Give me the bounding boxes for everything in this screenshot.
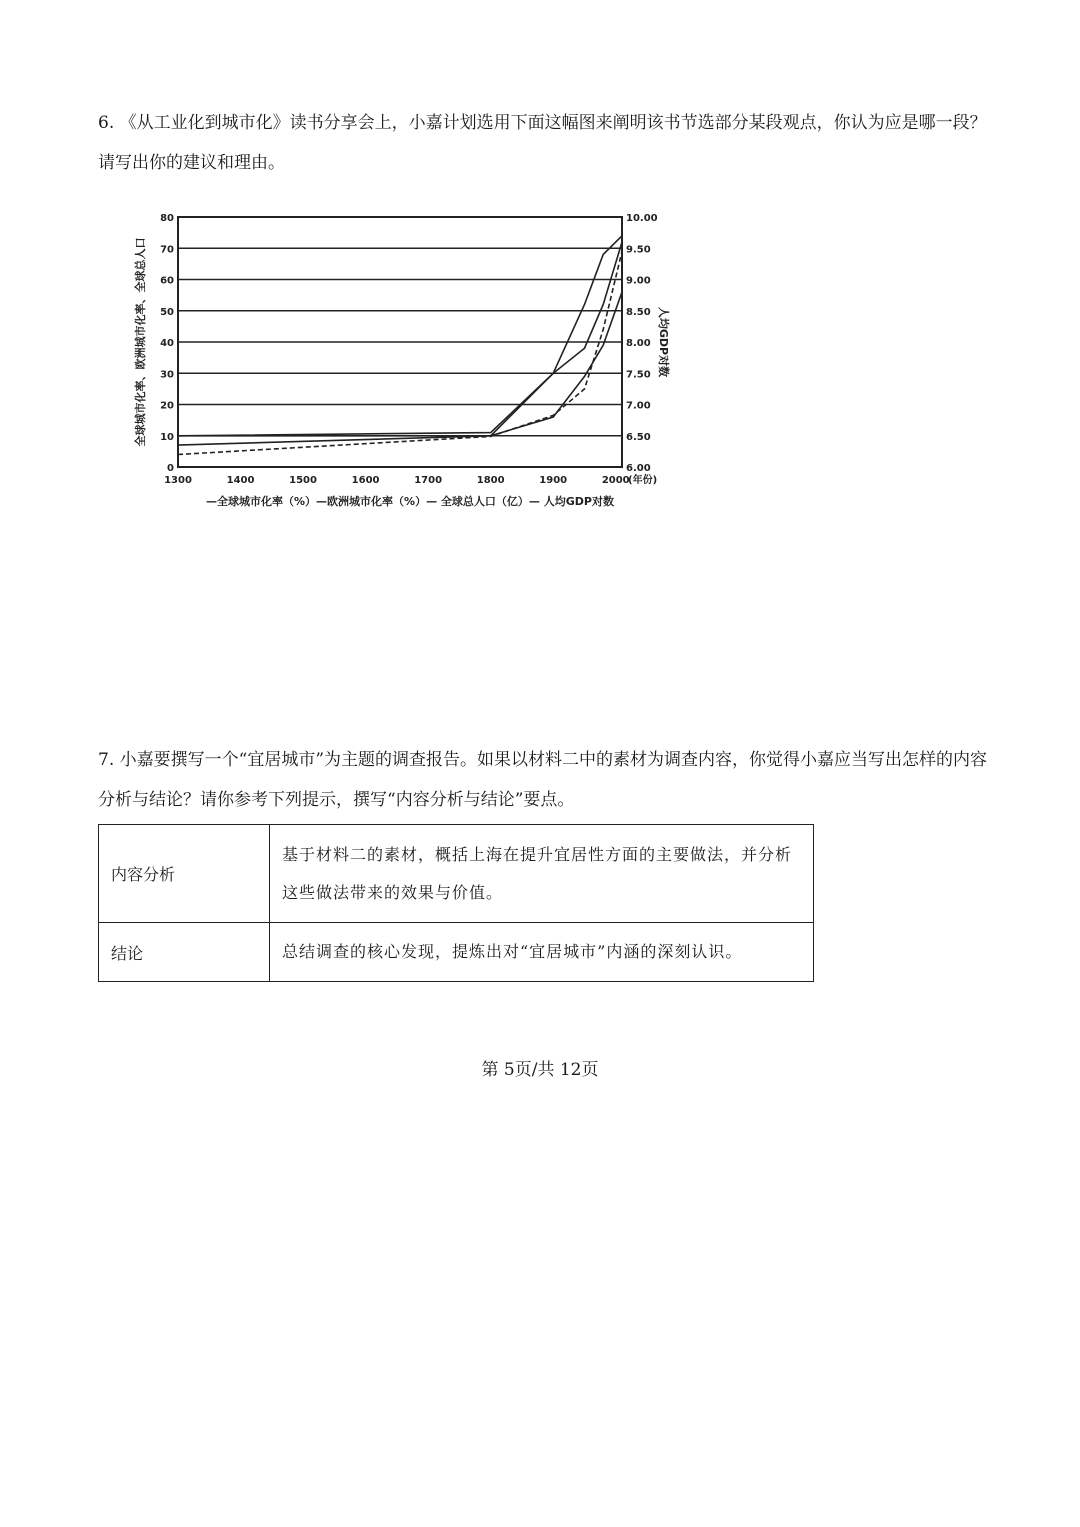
series-line-2 — [178, 236, 622, 436]
chart-svg — [130, 205, 675, 515]
x-tick-label: 1800 — [476, 475, 505, 486]
page-footer: 第 5页/共 12页 — [481, 1060, 599, 1080]
y-right-tick-label: 7.50 — [626, 369, 651, 381]
x-tick-label: 1900 — [539, 475, 568, 486]
y-right-tick-label: 10.00 — [626, 213, 658, 224]
x-axis-label: (年份) — [628, 475, 658, 486]
y-right-tick-label: 8.00 — [626, 338, 651, 349]
y-left-axis-label: 全球城市化率、欧洲城市化率、全球总人口 — [134, 237, 147, 447]
y-right-axis-label: 人均GDP对数 — [657, 306, 670, 378]
row-text: 总结调查的核心发现，提炼出对“宜居城市”内涵的深刻认识。 — [270, 923, 814, 982]
y-left-tick-label: 50 — [160, 306, 174, 318]
row-label: 内容分析 — [99, 825, 270, 923]
y-right-tick-label: 9.00 — [626, 275, 651, 287]
y-right-tick-label: 6.00 — [626, 463, 651, 474]
x-tick-label: 2000 — [601, 475, 630, 486]
x-tick-label: 1400 — [226, 475, 255, 486]
question-text: 小嘉要撰写一个“宜居城市”为主题的调查报告。如果以材料二中的素材为调查内容，你觉得小嘉应当写出怎样的内容分析与结论？请你参考下列提示，撰写“内容分析与结论”要点。 — [98, 750, 988, 810]
y-left-tick-label: 20 — [160, 400, 174, 412]
question-text: 《从工业化到城市化》读书分享会上，小嘉计划选用下面这幅图来阐明该书节选部分某段观点，你认为应是哪一段？请写出你的建议和理由。 — [98, 113, 987, 173]
question-7 — [98, 740, 988, 820]
requirement-table — [98, 824, 814, 982]
urbanization-chart — [130, 205, 675, 515]
question-number: 6. — [98, 113, 115, 133]
table-row — [99, 825, 814, 923]
series-line-1 — [178, 292, 622, 436]
y-left-tick-label: 40 — [160, 338, 174, 349]
y-left-tick-label: 80 — [160, 213, 174, 224]
table-row — [99, 923, 814, 982]
x-tick-label: 1700 — [414, 475, 443, 486]
y-right-tick-label: 8.50 — [626, 306, 651, 318]
y-left-tick-label: 60 — [160, 275, 174, 287]
series-line-3 — [178, 251, 622, 454]
legend-text: —全球城市化率（%）—欧洲城市化率（%）— 全球总人口（亿）— 人均GDP对数 — [206, 495, 614, 508]
y-left-tick-label: 70 — [160, 244, 174, 256]
question-number: 7. — [98, 750, 115, 770]
y-left-tick-label: 10 — [160, 431, 174, 443]
y-right-tick-label: 9.50 — [626, 244, 651, 256]
row-text: 基于材料二的素材，概括上海在提升宜居性方面的主要做法，并分析这些做法带来的效果与价值。 — [270, 825, 814, 923]
x-tick-label: 1500 — [289, 475, 317, 486]
x-tick-label: 1300 — [164, 475, 192, 486]
y-right-tick-label: 7.00 — [626, 400, 651, 412]
y-right-tick-label: 6.50 — [626, 431, 651, 443]
y-left-tick-label: 0 — [167, 463, 174, 474]
y-left-tick-label: 30 — [160, 369, 174, 381]
x-tick-label: 1600 — [351, 475, 380, 486]
question-6 — [98, 103, 988, 183]
row-label: 结论 — [99, 923, 270, 982]
